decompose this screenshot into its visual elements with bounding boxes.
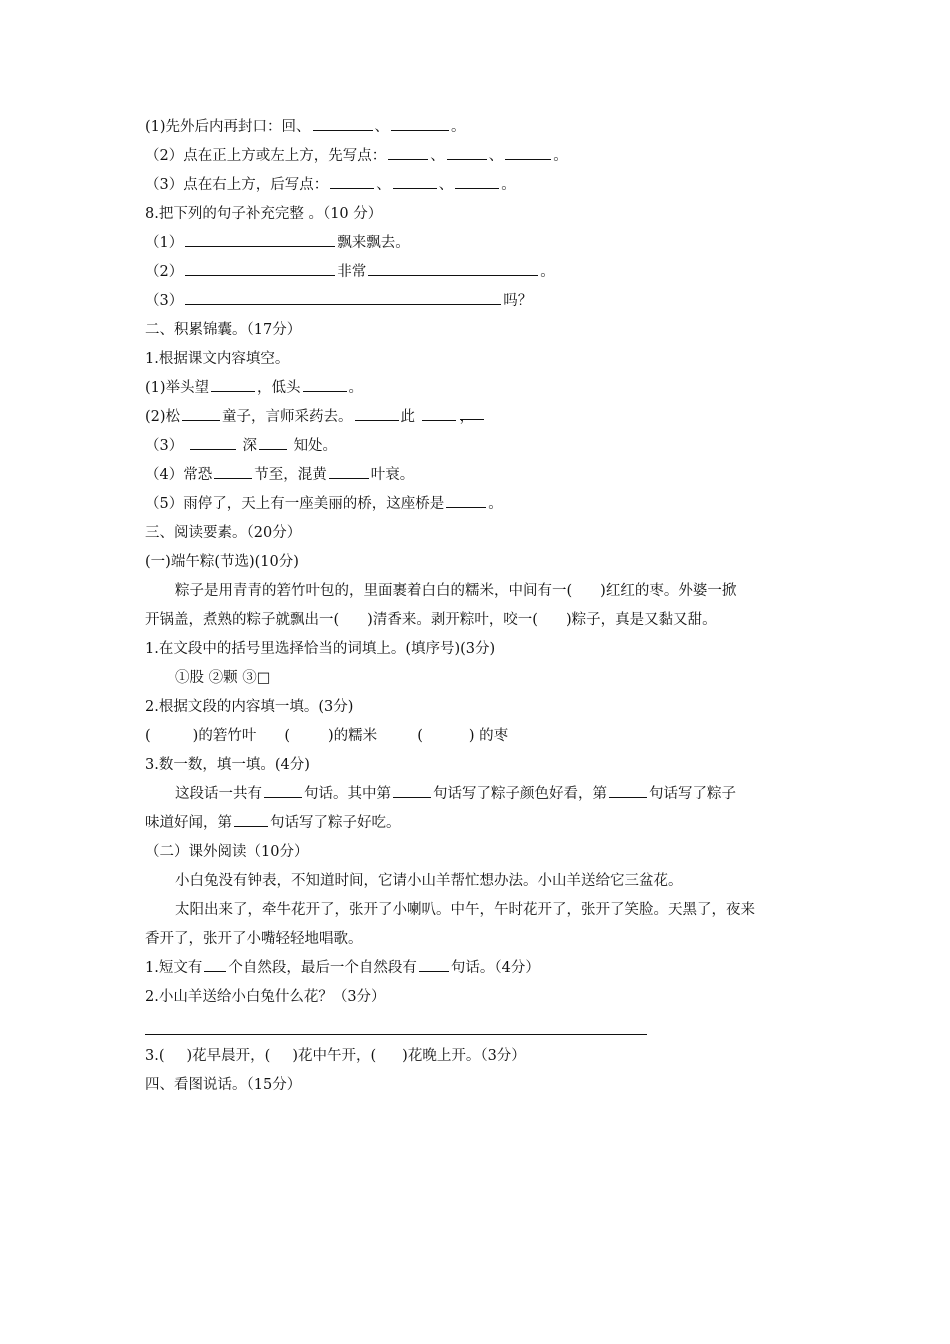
blank[interactable]	[455, 172, 499, 189]
options-line: ①股 ②颗 ③□	[175, 670, 271, 686]
question-line: （1） 飘来飘去。	[145, 229, 815, 258]
blank[interactable]	[185, 259, 335, 276]
question-line: 味道好闻，第 句话写了粽子好吃。	[145, 809, 815, 838]
blank[interactable]	[505, 143, 551, 160]
question-heading: 1.根据课文内容填空。	[145, 351, 290, 367]
question-line: （5）雨停了，天上有一座美丽的桥，这座桥是 。	[145, 490, 815, 519]
blank[interactable]	[393, 172, 437, 189]
question-line: （4）常恐 节至，混黄 叶衰。	[145, 461, 815, 490]
blank[interactable]	[388, 143, 428, 160]
answer-line[interactable]	[145, 1012, 647, 1035]
blank[interactable]: ，	[460, 403, 484, 420]
question-line: （2）点在正上方或左上方，先写点： 、 、 。	[145, 142, 815, 171]
blank[interactable]	[182, 404, 220, 421]
question-line: (2)松 童子，言师采药去。 此 ，	[145, 403, 815, 432]
blank[interactable]	[190, 433, 236, 450]
section-heading: 二、积累锦囊。（17分）	[145, 322, 302, 338]
blank[interactable]	[368, 259, 538, 276]
question-heading: 1.在文段中的括号里选择恰当的词填上。(填序号)(3分)	[145, 641, 496, 657]
blank[interactable]	[391, 114, 449, 131]
blank[interactable]	[259, 433, 287, 450]
question-heading: 2.小山羊送给小白兔什么花？（3分）	[145, 989, 386, 1005]
passage-line: 粽子是用青青的箬竹叶包的，里面裹着白白的糯米，中间有一( )红红的枣。外婆一掀	[175, 583, 737, 599]
question-line: （3）点在右上方，后写点： 、 、 。	[145, 171, 815, 200]
question-heading: 3.数一数，填一填。(4分)	[145, 757, 310, 773]
blank[interactable]	[264, 781, 302, 798]
passage-title: （二）课外阅读（10分）	[145, 844, 309, 860]
blank[interactable]	[447, 143, 487, 160]
question-line: ( )的箬竹叶 ( )的糯米 ( ) 的枣	[145, 728, 509, 744]
blank[interactable]	[422, 404, 456, 421]
question-line: 这段话一共有 句话。其中第 句话写了粽子颜色好看，第 句话写了粽子	[145, 780, 815, 809]
worksheet-page	[145, 113, 815, 1100]
blank[interactable]	[214, 462, 252, 479]
blank[interactable]	[446, 491, 486, 508]
blank[interactable]	[234, 810, 268, 827]
passage-line: 小白兔没有钟表，不知道时间，它请小山羊帮忙想办法。小山羊送给它三盆花。	[175, 873, 683, 889]
question-heading: 2.根据文段的内容填一填。(3分)	[145, 699, 354, 715]
question-line: （3） 吗？	[145, 287, 815, 316]
question-line: 1.短文有 个自然段，最后一个自然段有 句话。（4分）	[145, 954, 815, 983]
blank[interactable]	[330, 172, 374, 189]
blank[interactable]	[185, 288, 501, 305]
passage-line: 开锅盖，煮熟的粽子就飘出一( )清香来。剥开粽叶，咬一( )粽子，真是又黏又甜。	[145, 612, 717, 628]
question-line: (1)举头望 ，低头 。	[145, 374, 815, 403]
section-heading: 四、看图说话。（15分）	[145, 1077, 302, 1093]
question-line: （3） 深 知处。	[145, 432, 815, 461]
blank[interactable]	[609, 781, 647, 798]
question-heading: 8.把下列的句子补充完整 。（10 分）	[145, 206, 383, 222]
blank[interactable]	[303, 375, 347, 392]
section-heading: 三、阅读要素。（20分）	[145, 525, 302, 541]
blank[interactable]	[185, 230, 335, 247]
question-line: (1)先外后内再封口：回、 、 。	[145, 113, 815, 142]
blank[interactable]	[355, 404, 399, 421]
blank[interactable]	[313, 114, 373, 131]
passage-title: (一)端午粽(节选)(10分)	[145, 554, 299, 570]
blank[interactable]	[419, 955, 449, 972]
passage-line: 太阳出来了，牵牛花开了，张开了小喇叭。中午，午时花开了，张开了笑脸。天黑了，夜来	[175, 902, 755, 918]
blank[interactable]	[211, 375, 255, 392]
question-line: （2） 非常 。	[145, 258, 815, 287]
passage-line: 香开了，张开了小嘴轻轻地唱歌。	[145, 931, 363, 947]
blank[interactable]	[204, 955, 226, 972]
question-line: 3.( )花早晨开，( )花中午开，( )花晚上开。（3分）	[145, 1048, 526, 1064]
blank[interactable]	[329, 462, 369, 479]
blank[interactable]	[393, 781, 431, 798]
